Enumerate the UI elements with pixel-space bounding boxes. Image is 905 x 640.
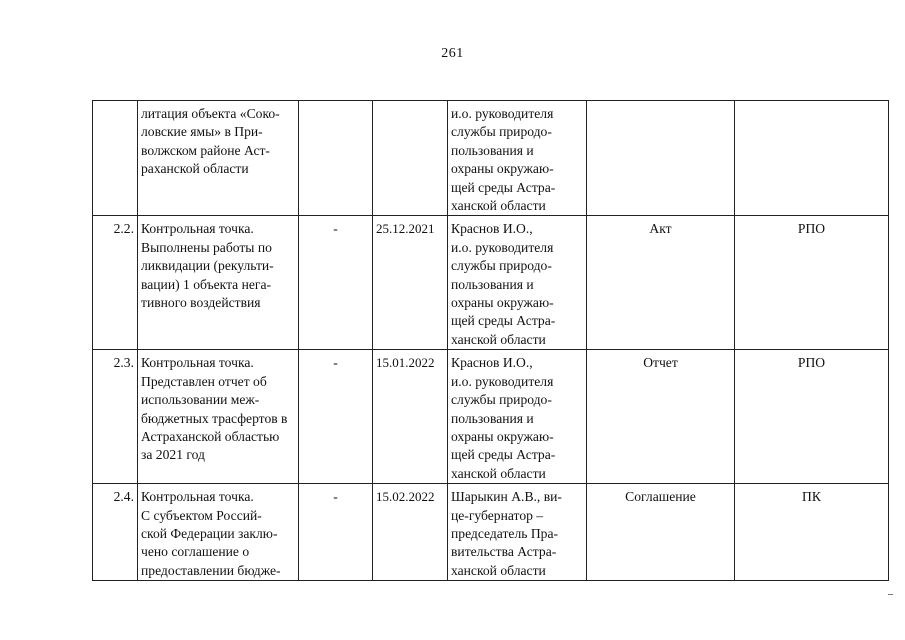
- end-date: 25.12.2021: [373, 216, 448, 350]
- document-type: Отчет: [587, 350, 735, 484]
- document-type: Соглашение: [587, 484, 735, 581]
- responsible-line: пользования и: [451, 276, 534, 292]
- item-name-line: вации) 1 объекта нега-: [141, 276, 272, 292]
- item-name: [138, 101, 299, 216]
- end-date: [373, 101, 448, 216]
- item-name-line: Контрольная точка.: [141, 489, 254, 505]
- item-name-line: Контрольная точка.: [141, 221, 254, 237]
- responsible-line: охраны окружаю-: [451, 428, 554, 444]
- responsible-line: ханской области: [451, 198, 546, 214]
- responsible-line: щей среды Астра-: [451, 313, 556, 329]
- responsible-line: председатель Пра-: [451, 525, 559, 541]
- item-name-line: Астраханской областью: [141, 428, 280, 444]
- table-row: [93, 216, 889, 350]
- item-number: 2.4.: [93, 484, 138, 581]
- responsible-line: ханской области: [451, 465, 546, 481]
- item-name-line: ловские ямы» в При-: [141, 124, 263, 140]
- responsible-line: службы природо-: [451, 258, 552, 274]
- item-number: 2.3.: [93, 350, 138, 484]
- scan-mark: [888, 594, 893, 595]
- table-row: [93, 101, 889, 216]
- responsible-line: Шарыкин А.В., ви-: [451, 489, 562, 505]
- responsible-line: це-губернатор –: [451, 507, 544, 523]
- organization-level: [735, 101, 889, 216]
- item-name-line: ской Федерации заклю-: [141, 525, 278, 541]
- responsible: [448, 350, 587, 484]
- table-row: [93, 350, 889, 484]
- start-date: [299, 101, 373, 216]
- start-date: -: [299, 216, 373, 350]
- responsible: [448, 216, 587, 350]
- item-name-line: за 2021 год: [141, 447, 205, 463]
- item-name-line: Выполнены работы по: [141, 239, 272, 255]
- start-date: -: [299, 484, 373, 581]
- item-number: 2.2.: [93, 216, 138, 350]
- responsible-line: и.о. руководителя: [451, 239, 554, 255]
- responsible-line: и.о. руководителя: [451, 373, 554, 389]
- item-name: [138, 350, 299, 484]
- item-name-line: Представлен отчет об: [141, 373, 267, 389]
- responsible-line: и.о. руководителя: [451, 106, 554, 121]
- table-row: [93, 484, 889, 581]
- end-date: 15.01.2022: [373, 350, 448, 484]
- organization-level: ПК: [735, 484, 889, 581]
- responsible: [448, 484, 587, 581]
- plan-table: [92, 100, 889, 581]
- item-name-line: волжском районе Аст-: [141, 142, 270, 158]
- start-date: -: [299, 350, 373, 484]
- item-name: [138, 216, 299, 350]
- item-name-line: чено соглашение о: [141, 544, 250, 560]
- responsible-line: ханской области: [451, 331, 546, 347]
- item-name-line: ликвидации (рекульти-: [141, 258, 274, 274]
- responsible-line: Краснов И.О.,: [451, 221, 533, 237]
- item-name: [138, 484, 299, 581]
- responsible-line: ханской области: [451, 562, 546, 578]
- responsible-line: Краснов И.О.,: [451, 355, 533, 371]
- responsible-line: службы природо-: [451, 124, 552, 140]
- item-name-line: С субъектом Россий-: [141, 507, 262, 523]
- organization-level: РПО: [735, 216, 889, 350]
- organization-level: РПО: [735, 350, 889, 484]
- document-type: Акт: [587, 216, 735, 350]
- item-name-line: литация объекта «Соко-: [141, 106, 280, 121]
- item-name-line: предоставлении бюдже-: [141, 562, 281, 578]
- responsible-line: пользования и: [451, 410, 534, 426]
- responsible-line: службы природо-: [451, 392, 552, 408]
- responsible-line: охраны окружаю-: [451, 161, 554, 177]
- responsible-line: щей среды Астра-: [451, 447, 556, 463]
- page-number: 261: [441, 46, 464, 61]
- responsible-line: вительства Астра-: [451, 544, 557, 560]
- item-name-line: тивного воздействия: [141, 295, 261, 311]
- item-name-line: Контрольная точка.: [141, 355, 254, 371]
- responsible-line: пользования и: [451, 142, 534, 158]
- responsible-line: охраны окружаю-: [451, 295, 554, 311]
- responsible: [448, 101, 587, 216]
- end-date: 15.02.2022: [373, 484, 448, 581]
- item-name-line: раханской области: [141, 161, 249, 177]
- document-type: [587, 101, 735, 216]
- item-number: [93, 101, 138, 216]
- responsible-line: щей среды Астра-: [451, 179, 556, 195]
- item-name-line: бюджетных трасфертов в: [141, 410, 288, 426]
- item-name-line: использовании меж-: [141, 392, 260, 408]
